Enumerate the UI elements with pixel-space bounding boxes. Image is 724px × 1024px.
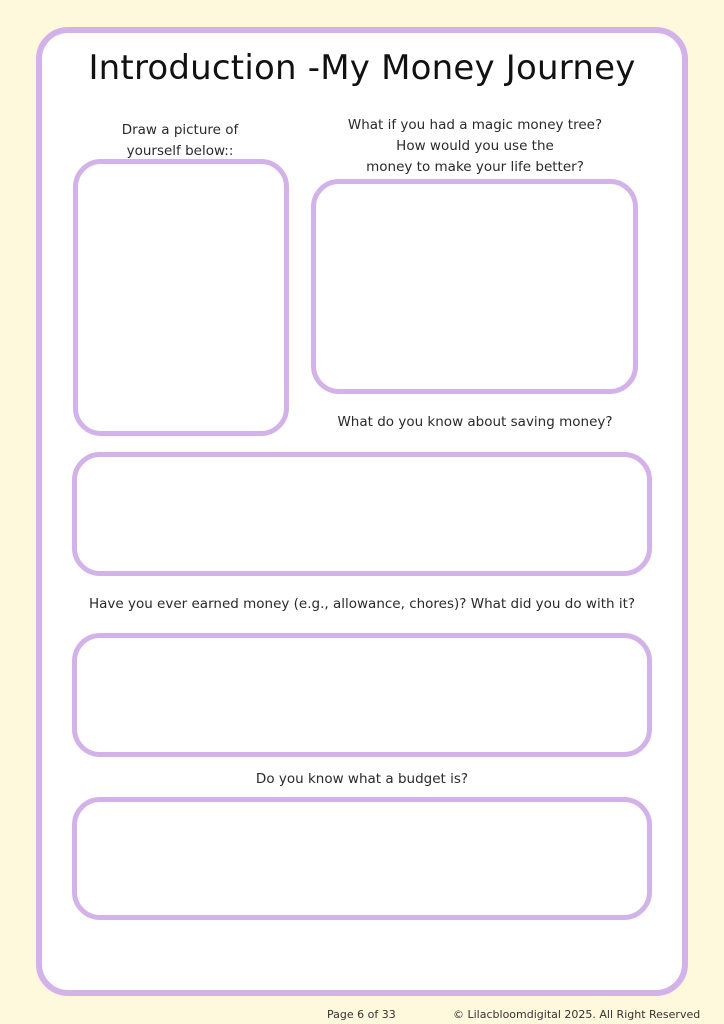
page-number: Page 6 of 33 [327,1008,396,1021]
copyright-notice: © Lilacbloomdigital 2025. All Right Reserved [453,1008,701,1021]
prompt-draw-yourself [80,120,280,162]
prompt-line: What do you know about saving money? [337,414,613,430]
prompt-earned-money [50,594,674,615]
prompt-saving-money [310,412,640,433]
prompt-line: yourself below:: [126,143,234,159]
prompt-line: money to make your life better? [366,159,584,175]
saving-money-box[interactable] [72,452,652,576]
magic-money-tree-box[interactable] [311,179,638,394]
draw-yourself-box[interactable] [73,159,289,436]
earned-money-box[interactable] [72,633,652,757]
prompt-budget [72,769,652,790]
prompt-line: Do you know what a budget is? [255,771,469,787]
page-title: Introduction -My Money Journey [88,48,636,88]
prompt-magic-money-tree [310,115,640,178]
prompt-line: Have you ever earned money (e.g., allowance, chores)? What did you do with it? [88,596,636,612]
budget-box[interactable] [72,797,652,920]
prompt-line: What if you had a magic money tree? [347,117,603,133]
prompt-line: How would you use the [396,138,554,154]
prompt-line: Draw a picture of [121,122,239,138]
